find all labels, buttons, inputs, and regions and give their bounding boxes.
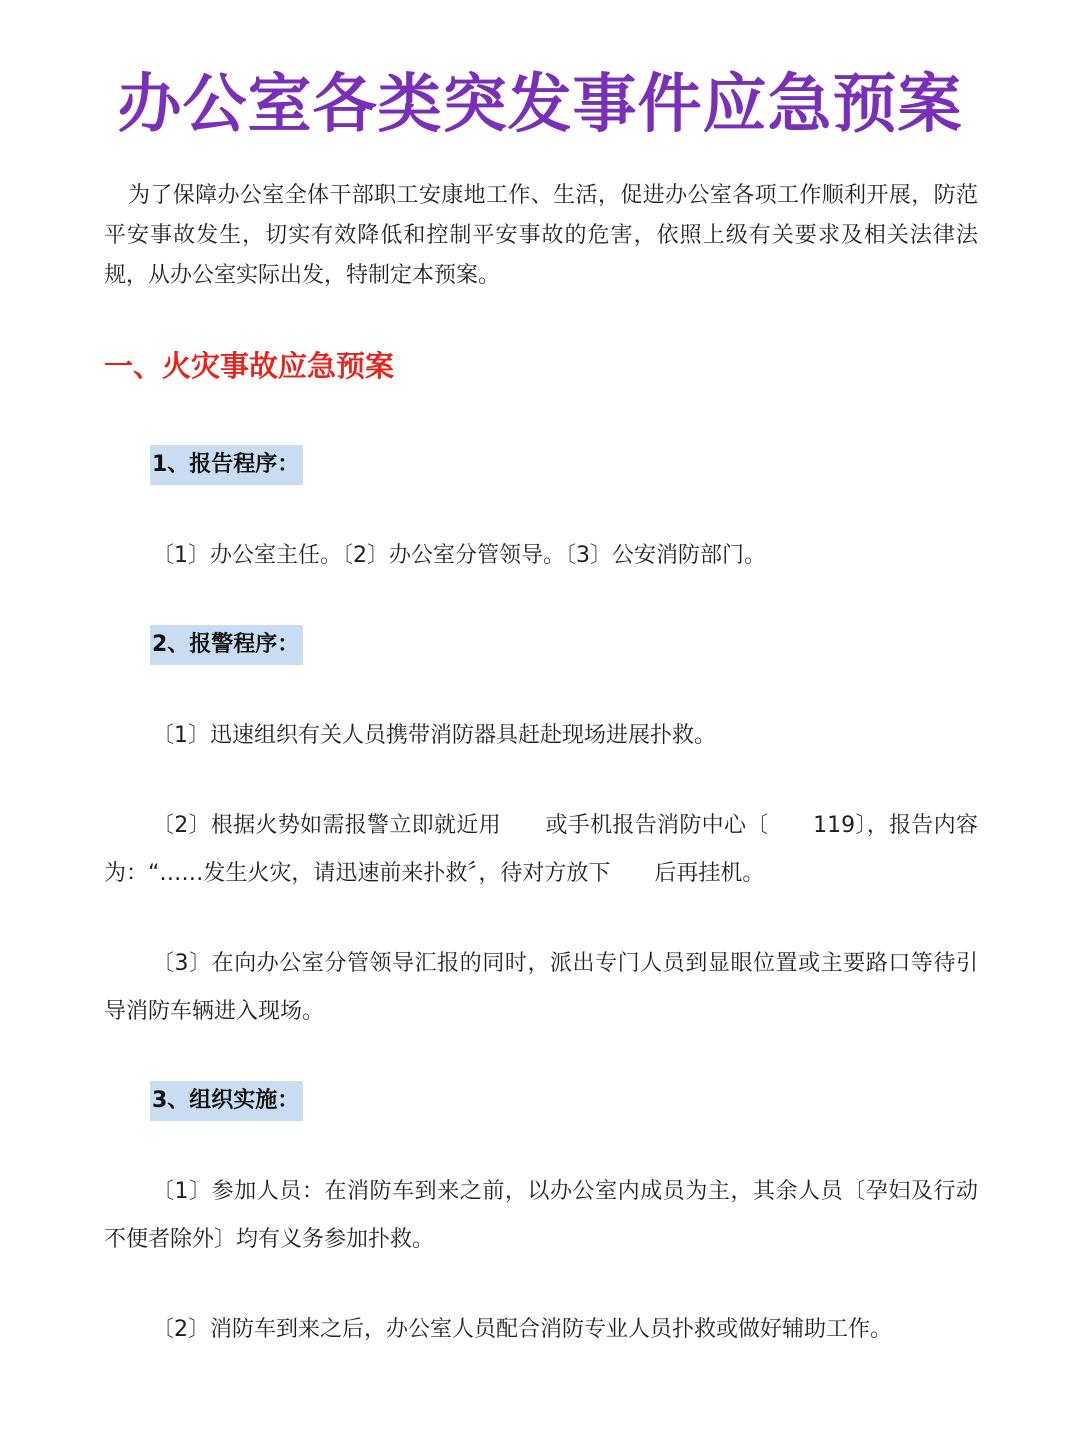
subheading-report-procedure: 1、报告程序：: [150, 445, 303, 485]
subheading-alarm-procedure: 2、报警程序：: [150, 625, 303, 665]
section-heading-fire: 一、火灾事故应急预案: [104, 349, 395, 383]
organize-item-1: 〔1〕参加人员：在消防车到来之前，以办公室内成员为主，其余人员〔孕妇及行动不便者除外〕均有义务参加扑救。: [104, 1179, 978, 1252]
organize-item-2: 〔2〕消防车到来之后，办公室人员配合消防专业人员扑救或做好辅助工作。: [152, 1317, 892, 1342]
alarm-item-1: 〔1〕迅速组织有关人员携带消防器具赶赴现场进展扑救。: [152, 723, 716, 748]
report-item-1: 〔1〕办公室主任。〔2〕办公室分管领导。〔3〕公安消防部门。: [152, 543, 766, 568]
alarm-item-3: 〔3〕在向办公室分管领导汇报的同时，派出专门人员到显眼位置或主要路口等待引导消防车辆进入现场。: [104, 951, 978, 1024]
subheading-organize: 3、组织实施：: [150, 1081, 303, 1121]
document-title: 办公室各类突发事件应急预案: [117, 68, 963, 142]
intro-paragraph: 为了保障办公室全体干部职工安康地工作、生活，促进办公室各项工作顺利开展，防范平安事故发生，切实有效降低和控制平安事故的危害，依照上级有关要求及相关法律法规，从办公室实际出发，特制定本预案。: [104, 183, 978, 288]
alarm-item-2: 〔2〕根据火势如需报警立即就近用 或手机报告消防中心〔 119〕，报告内容为：“……发生火灾，请迅速前来扑救〞，待对方放下 后再挂机。: [104, 813, 978, 886]
